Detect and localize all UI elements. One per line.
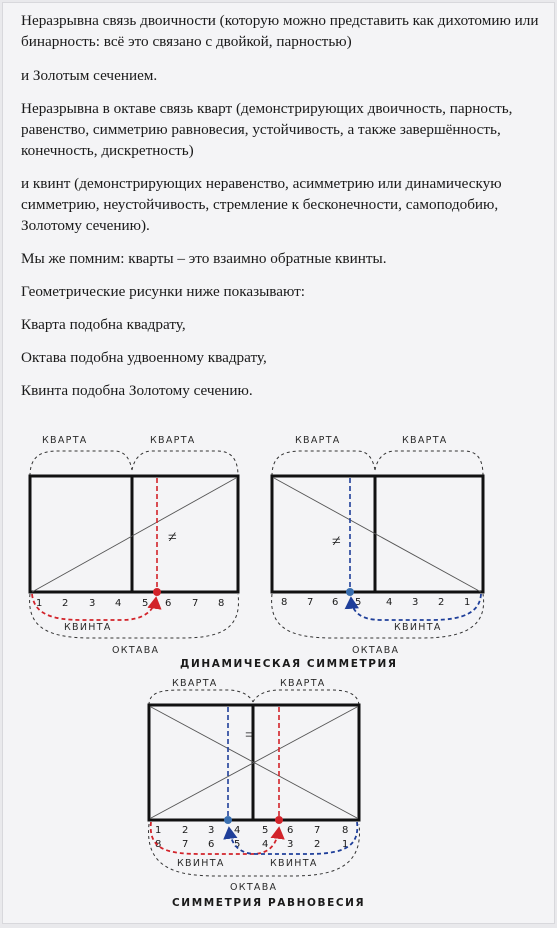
tick-label: 7 bbox=[307, 597, 314, 608]
paragraph: Неразрывна в октаве связь кварт (демонстрирующих двоичность, парность, равенство, симметрию равновесия, устойчивость, а также завершённость, конечность, дискретность) bbox=[21, 100, 513, 159]
paragraph: Октава подобна удвоенному квадрату, bbox=[21, 349, 267, 366]
paragraph: Квинта подобна Золотому сечению. bbox=[21, 382, 253, 399]
tick-label: 5 bbox=[355, 597, 362, 608]
tick-label: 5 bbox=[234, 839, 241, 850]
fifth-point-red bbox=[275, 816, 283, 824]
label-quart-1: КВАРТА bbox=[295, 435, 341, 446]
tick-label: 2 bbox=[62, 598, 69, 609]
outer-rectangle bbox=[30, 476, 238, 592]
quart-brace-2 bbox=[253, 690, 359, 705]
paragraph: Мы же помним: кварты – это взаимно обратные квинты. bbox=[21, 250, 387, 267]
tick-label: 2 bbox=[182, 825, 189, 836]
tick-label: 8 bbox=[342, 825, 349, 836]
tick-label: 1 bbox=[36, 598, 43, 609]
fifth-arrow-red bbox=[151, 822, 279, 854]
quart-brace-1 bbox=[272, 451, 375, 476]
tick-label: 4 bbox=[115, 598, 122, 609]
tick-label: 4 bbox=[262, 839, 269, 850]
tick-label: 2 bbox=[438, 597, 445, 608]
tick-label: 1 bbox=[342, 839, 349, 850]
octave-brace bbox=[30, 594, 239, 638]
label-fifth-1: КВИНТА bbox=[177, 858, 225, 869]
tick-label: 6 bbox=[332, 597, 339, 608]
fifth-point-blue bbox=[224, 816, 232, 824]
tick-label: 4 bbox=[386, 597, 393, 608]
label-octave: ОКТАВА bbox=[230, 882, 278, 893]
diagram-right bbox=[272, 435, 484, 656]
tick-label: 7 bbox=[182, 839, 189, 850]
label-quart-1: КВАРТА bbox=[172, 678, 218, 689]
quart-brace-2 bbox=[375, 451, 483, 476]
inequality-sign: ≠ bbox=[332, 533, 341, 550]
tick-label: 3 bbox=[208, 825, 215, 836]
quart-brace-1 bbox=[149, 690, 253, 705]
octave-brace bbox=[272, 594, 484, 638]
tick-label: 3 bbox=[287, 839, 294, 850]
paragraph: Геометрические рисунки ниже показывают: bbox=[21, 283, 306, 300]
tick-label: 7 bbox=[314, 825, 321, 836]
tick-label: 2 bbox=[314, 839, 321, 850]
label-octave: ОКТАВА bbox=[112, 645, 160, 656]
label-quart-2: КВАРТА bbox=[402, 435, 448, 446]
tick-label: 5 bbox=[262, 825, 269, 836]
tick-label: 6 bbox=[165, 598, 172, 609]
label-quart-1: КВАРТА bbox=[42, 435, 88, 446]
tick-label: 5 bbox=[142, 598, 149, 609]
label-quart-2: КВАРТА bbox=[150, 435, 196, 446]
diagram-bottom bbox=[149, 678, 360, 893]
diagrams-svg bbox=[2, 2, 555, 924]
label-fifth: КВИНТА bbox=[394, 622, 442, 633]
equality-sign: = bbox=[245, 727, 255, 744]
quart-brace-1 bbox=[30, 451, 132, 476]
caption-equilibrium-symmetry: СИММЕТРИЯ РАВНОВЕСИЯ bbox=[172, 897, 366, 909]
caption-dynamic-symmetry: ДИНАМИЧЕСКАЯ СИММЕТРИЯ bbox=[180, 658, 398, 670]
paragraph: Неразрывна связь двоичности (которую можно представить как дихотомию или бинарность: всё это связано с двойкой, парностью) bbox=[21, 12, 539, 50]
tick-label: 7 bbox=[192, 598, 199, 609]
quart-brace-2 bbox=[132, 451, 238, 476]
tick-label: 3 bbox=[89, 598, 96, 609]
document-page bbox=[2, 2, 555, 924]
label-fifth: КВИНТА bbox=[64, 622, 112, 633]
tick-label: 3 bbox=[412, 597, 419, 608]
tick-label: 1 bbox=[155, 825, 162, 836]
tick-label: 4 bbox=[234, 825, 241, 836]
diagram-left bbox=[30, 435, 239, 656]
label-octave: ОКТАВА bbox=[352, 645, 400, 656]
label-quart-2: КВАРТА bbox=[280, 678, 326, 689]
diagonal-line bbox=[274, 478, 481, 592]
tick-label: 8 bbox=[281, 597, 288, 608]
tick-label: 8 bbox=[155, 839, 162, 850]
fifth-point bbox=[153, 588, 161, 596]
tick-label: 1 bbox=[464, 597, 471, 608]
tick-label: 6 bbox=[208, 839, 215, 850]
tick-label: 8 bbox=[218, 598, 225, 609]
paragraph: и квинт (демонстрирующих неравенство, асимметрию или динамическую симметрию, неустойчивость, стремление к бесконечности, самоподобию, Золотому сечению). bbox=[21, 175, 502, 234]
paragraph: Кварта подобна квадрату, bbox=[21, 316, 186, 333]
paragraph: и Золотым сечением. bbox=[21, 67, 158, 84]
fifth-point bbox=[346, 588, 354, 596]
diagonal-line bbox=[32, 478, 236, 592]
tick-label: 6 bbox=[287, 825, 294, 836]
label-fifth-2: КВИНТА bbox=[270, 858, 318, 869]
inequality-sign: ≠ bbox=[168, 529, 177, 546]
outer-rectangle bbox=[272, 476, 483, 592]
